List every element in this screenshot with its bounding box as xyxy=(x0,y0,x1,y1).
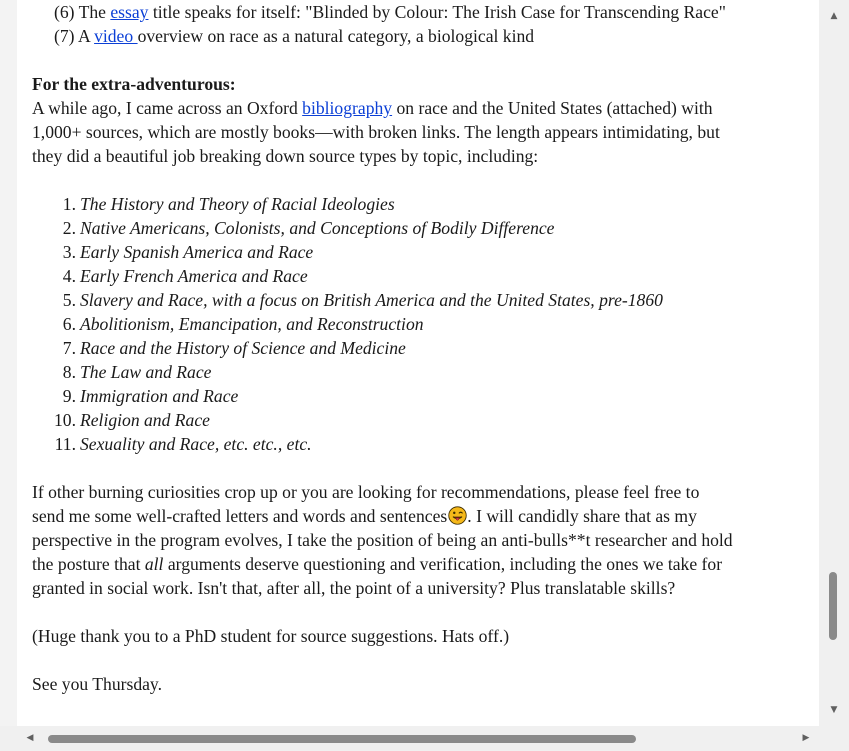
topic-number: 2. xyxy=(62,218,76,238)
left-margin-strip xyxy=(0,0,17,726)
topic-number: 1. xyxy=(62,194,76,214)
topic-list-item xyxy=(32,360,812,384)
topic-list-item xyxy=(32,288,812,312)
topic-list-item xyxy=(32,384,812,408)
triangle-down-icon[interactable]: ▼ xyxy=(830,705,838,715)
message-body-pane[interactable] xyxy=(17,0,819,726)
topic-list-item xyxy=(32,240,812,264)
topic-list-item xyxy=(32,408,812,432)
adventurous-heading: For the extra-adventurous: xyxy=(32,74,236,94)
topic-list xyxy=(32,192,812,456)
topic-number: 11. xyxy=(54,434,76,454)
video-link[interactable]: video xyxy=(94,26,138,46)
topic-number: 8. xyxy=(62,362,76,382)
topic-text: Race and the History of Science and Medicine xyxy=(80,338,406,358)
topic-number: 9. xyxy=(62,386,76,406)
topic-text: Religion and Race xyxy=(80,410,210,430)
blank-line xyxy=(32,600,812,624)
topic-number: 10. xyxy=(54,410,76,430)
topic-list-item xyxy=(32,192,812,216)
reading-item-7: (7) A video overview on race as a natural category, a biological kind xyxy=(54,26,535,46)
vertical-scrollbar[interactable] xyxy=(819,0,849,726)
topic-list-item xyxy=(32,432,812,456)
essay-link[interactable]: essay xyxy=(110,2,149,22)
thanks-line: (Huge thank you to a PhD student for source suggestions. Hats off.) xyxy=(32,626,510,646)
topic-number: 3. xyxy=(62,242,76,262)
topic-list-item xyxy=(32,312,812,336)
topic-text: Immigration and Race xyxy=(80,386,239,406)
topic-text: The Law and Race xyxy=(80,362,212,382)
reading-item-6: (6) The essay title speaks for itself: "Blinded by Colour: The Irish Case for Transcending Race" xyxy=(54,2,726,22)
topic-text: Native Americans, Colonists, and Conceptions of Bodily Difference xyxy=(80,218,555,238)
topic-list-item xyxy=(32,216,812,240)
curiosities-paragraph: If other burning curiosities crop up or you are looking for recommendations, please feel free to send me some well-crafted letters and words and sentences . I will candidly share that as my perspective in the program evolves, I take the position of being an anti-bulls**t researcher and hold the posture that all arguments deserve questioning and verification, including the ones we take for granted in social work. Isn't that, after all, the point of a university? Plus translatable skills? xyxy=(32,482,733,598)
topic-number: 5. xyxy=(62,290,76,310)
topic-text: Abolitionism, Emancipation, and Reconstruction xyxy=(80,314,424,334)
signoff-line: See you Thursday. xyxy=(32,674,162,694)
triangle-right-icon[interactable]: ▶ xyxy=(802,733,810,743)
topic-list-item xyxy=(32,264,812,288)
bibliography-paragraph: A while ago, I came across an Oxford bibliography on race and the United States (attached) with 1,000+ sources, which are mostly books—with broken links. The length appears intimidating, but they did a beautiful job breaking down source types by topic, including: xyxy=(32,98,720,166)
topic-list-item xyxy=(32,336,812,360)
topic-text: Slavery and Race, with a focus on British America and the United States, pre-1860 xyxy=(80,290,663,310)
topic-text: Sexuality and Race, etc. etc., etc. xyxy=(80,434,312,454)
blank-line xyxy=(32,648,812,672)
triangle-left-icon[interactable]: ◀ xyxy=(26,733,34,743)
vertical-scroll-thumb[interactable] xyxy=(829,572,837,640)
topic-text: The History and Theory of Racial Ideologies xyxy=(80,194,395,214)
topic-number: 6. xyxy=(62,314,76,334)
blank-line xyxy=(32,168,812,192)
blank-line xyxy=(32,456,812,480)
topic-number: 7. xyxy=(62,338,76,358)
winking-tongue-face-icon xyxy=(448,506,467,525)
topic-text: Early Spanish America and Race xyxy=(80,242,314,262)
horizontal-scroll-thumb[interactable] xyxy=(48,735,636,743)
triangle-up-icon[interactable]: ▲ xyxy=(830,11,838,21)
topic-text: Early French America and Race xyxy=(80,266,308,286)
topic-number: 4. xyxy=(62,266,76,286)
blank-line xyxy=(32,48,812,72)
bibliography-link[interactable]: bibliography xyxy=(302,98,393,118)
message-content xyxy=(32,0,812,696)
horizontal-scrollbar[interactable] xyxy=(0,726,849,751)
